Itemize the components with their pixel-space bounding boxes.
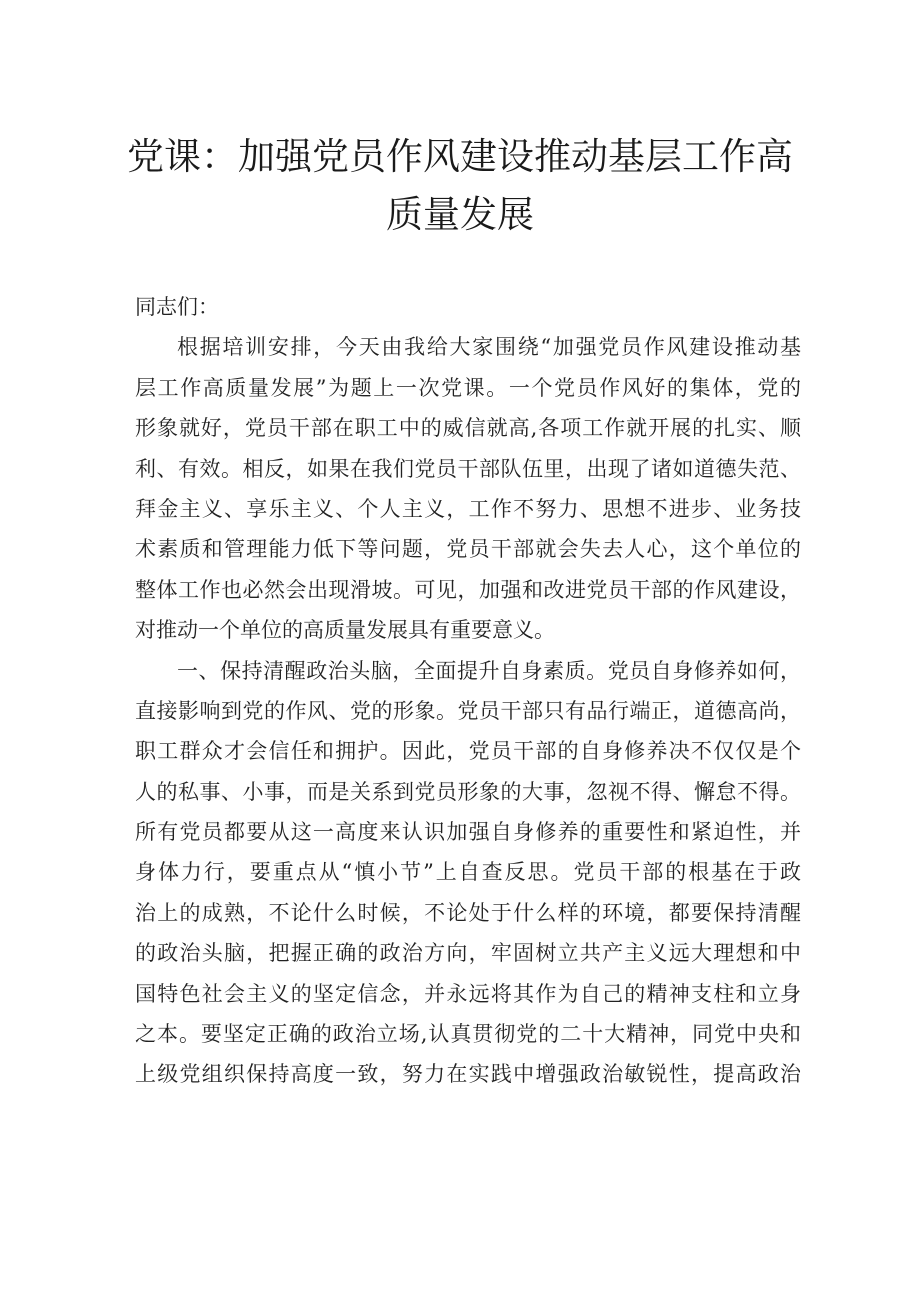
paragraph-line: 术素质和管理能力低下等问题，党员干部就会失去人心，这个单位的	[135, 537, 801, 562]
paragraph-line: 职工群众才会信任和拥护。因此，党员干部的自身修养决不仅仅是个	[135, 739, 801, 764]
paragraph-line: 的政治头脑，把握正确的政治方向，牢固树立共产主义远大理想和中	[135, 941, 801, 966]
paragraph-line: 直接影响到党的作风、党的形象。党员干部只有品行端正，道德高尚，	[135, 698, 801, 723]
paragraph-line: 利、有效。相反，如果在我们党员干部队伍里，出现了诸如道德失范、	[135, 456, 801, 481]
document-body	[135, 287, 801, 1095]
paragraph-line: 层工作高质量发展”为题上一次党课。一个党员作风好的集体，党的	[135, 375, 801, 400]
paragraph-2	[135, 651, 801, 1095]
paragraph-line: 人的私事、小事，而是关系到党员形象的大事，忽视不得、懈怠不得。	[135, 779, 801, 804]
paragraph-line: 所有党员都要从这一高度来认识加强自身修养的重要性和紧迫性，并	[135, 820, 801, 845]
paragraph-line: 对推动一个单位的高质量发展具有重要意义。	[135, 618, 555, 643]
document-title	[90, 128, 830, 244]
paragraph-line: 形象就好，党员干部在职工中的威信就高,各项工作就开展的扎实、顺	[135, 416, 801, 441]
paragraph-line: 拜金主义、享乐主义、个人主义，工作不努力、思想不进步、业务技	[135, 496, 801, 521]
paragraph-line: 身体力行，要重点从“慎小节”上自查反思。党员干部的根基在于政	[135, 860, 801, 885]
paragraph-line: 根据培训安排，今天由我给大家围绕“加强党员作风建设推动基	[177, 335, 801, 360]
title-line-2: 质量发展	[386, 193, 534, 236]
title-line-1: 党课：加强党员作风建设推动基层工作高	[127, 135, 793, 178]
paragraph-line: 治上的成熟，不论什么时候，不论处于什么样的环境，都要保持清醒	[135, 900, 801, 925]
paragraph-line: 一、保持清醒政治头脑，全面提升自身素质。党员自身修养如何，	[177, 658, 801, 683]
paragraph-line: 国特色社会主义的坚定信念，并永远将其作为自己的精神支柱和立身	[135, 981, 801, 1006]
salutation: 同志们：	[135, 295, 219, 319]
paragraph-1	[135, 327, 801, 650]
paragraph-line: 上级党组织保持高度一致，努力在实践中增强政治敏锐性，提高政治	[135, 1062, 801, 1087]
paragraph-line: 整体工作也必然会出现滑坡。可见，加强和改进党员干部的作风建设，	[135, 577, 801, 602]
paragraph-line: 之本。要坚定正确的政治立场,认真贯彻党的二十大精神，同党中央和	[135, 1022, 801, 1047]
